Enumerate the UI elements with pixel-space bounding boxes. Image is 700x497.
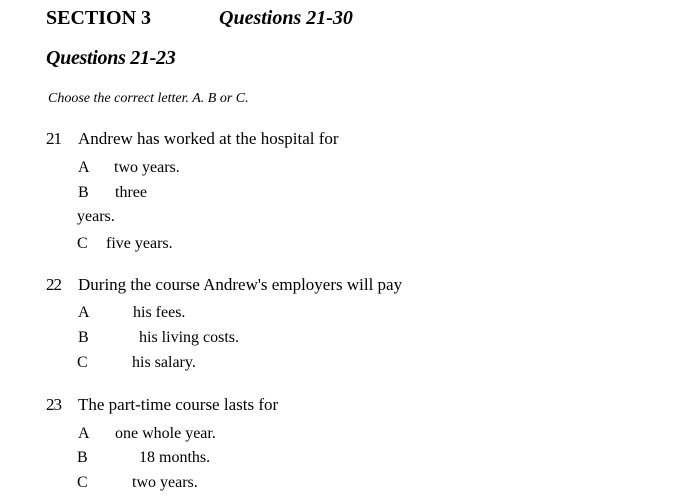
option-text-21b[interactable]: three: [115, 184, 147, 201]
option-text-23a[interactable]: one whole year.: [115, 425, 216, 442]
option-letter-23b[interactable]: B: [77, 449, 88, 466]
option-letter-23a[interactable]: A: [78, 425, 90, 442]
option-text-21a[interactable]: two years.: [114, 159, 180, 176]
option-text-23c[interactable]: two years.: [132, 474, 198, 491]
question-number-22: 22: [46, 275, 61, 294]
section-title: SECTION 3: [46, 7, 152, 29]
option-text-21c[interactable]: five years.: [106, 235, 173, 252]
option-letter-22a[interactable]: A: [78, 304, 90, 321]
question-text-23: The part-time course lasts for: [78, 395, 279, 414]
option-letter-22c[interactable]: C: [77, 354, 88, 371]
question-text-22: During the course Andrew's employers will pay: [78, 275, 403, 294]
instruction-text: Choose the correct letter. A. B or C.: [48, 91, 249, 106]
option-letter-23c[interactable]: C: [77, 474, 88, 491]
option-text-21b-continued[interactable]: years.: [77, 208, 115, 225]
option-text-22a[interactable]: his fees.: [133, 304, 186, 321]
option-text-22c[interactable]: his salary.: [132, 354, 196, 371]
question-group-title: Questions 21-23: [46, 47, 176, 69]
question-text-21: Andrew has worked at the hospital for: [78, 129, 339, 148]
option-text-23b[interactable]: 18 months.: [139, 449, 211, 466]
option-letter-21b[interactable]: B: [78, 184, 89, 201]
option-letter-21c[interactable]: C: [77, 235, 88, 252]
option-text-22b[interactable]: his living costs.: [139, 329, 240, 346]
question-number-21: 21: [46, 129, 61, 148]
question-number-23: 23: [46, 395, 61, 414]
option-letter-21a[interactable]: A: [78, 159, 90, 176]
section-questions-range: Questions 21-30: [219, 7, 353, 29]
option-letter-22b[interactable]: B: [78, 329, 89, 346]
